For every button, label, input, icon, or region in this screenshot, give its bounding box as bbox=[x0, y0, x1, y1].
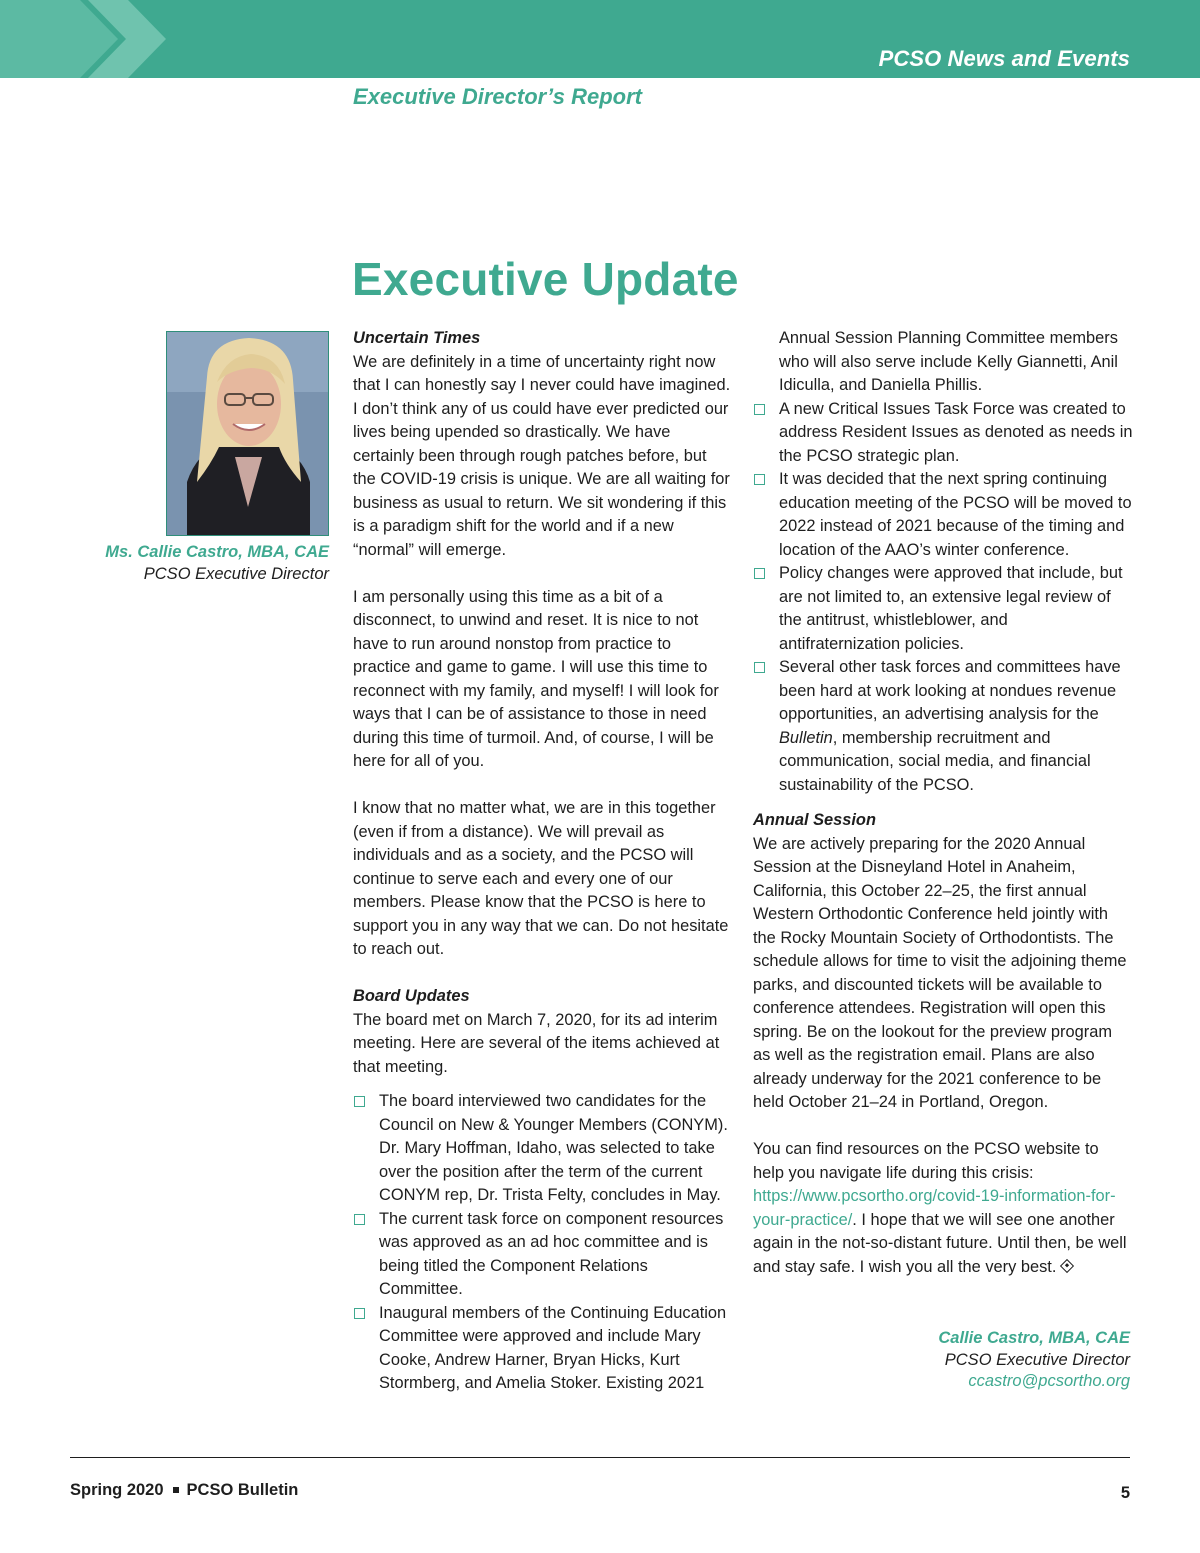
chevron-decoration-icon bbox=[0, 0, 230, 78]
checkbox-bullet-icon bbox=[754, 662, 765, 673]
signature-name: Callie Castro, MBA, CAE bbox=[938, 1329, 1130, 1347]
checkbox-bullet-icon bbox=[354, 1308, 365, 1319]
list-item bbox=[353, 1208, 731, 1302]
resources-text-before: You can find resources on the PCSO website to help you navigate life during this crisis: bbox=[753, 1140, 1099, 1182]
photo-caption bbox=[105, 541, 329, 585]
checkbox-bullet-icon bbox=[754, 404, 765, 415]
footer-publication-name: PCSO Bulletin bbox=[186, 1481, 299, 1499]
list-item-text: It was decided that the next spring continuing education meeting of the PCSO will be moved to 2022 instead of 2021 because of the timing and location of the AAO’s winter conference. bbox=[779, 470, 1132, 559]
list-item bbox=[353, 1302, 731, 1396]
caption-name: Ms. Callie Castro, MBA, CAE bbox=[105, 543, 329, 561]
publication-name: Bulletin bbox=[779, 728, 833, 747]
board-bullet-list-continued bbox=[753, 398, 1133, 798]
article-column-1 bbox=[353, 327, 731, 1396]
list-item-text-after: , membership recruitment and communication, social media, and financial sustainability of the PCSO. bbox=[779, 728, 1091, 794]
article-column-2 bbox=[753, 327, 1133, 1279]
subhead-annual-session: Annual Session bbox=[753, 811, 876, 829]
list-item-text: A new Critical Issues Task Force was created to address Resident Issues as denoted as needs in the PCSO strategic plan. bbox=[779, 399, 1133, 465]
report-label: Executive Director’s Report bbox=[353, 84, 642, 109]
square-bullet-icon bbox=[173, 1487, 179, 1493]
signature-email-link[interactable]: ccastro@pcsortho.org bbox=[968, 1372, 1130, 1390]
list-item bbox=[753, 468, 1133, 562]
checkbox-bullet-icon bbox=[354, 1096, 365, 1107]
footer-divider bbox=[70, 1457, 1130, 1458]
list-item-text-before: Several other task forces and committees have been hard at work looking at nondues revenue opportunities, an advertising analysis for the bbox=[779, 658, 1121, 723]
list-item bbox=[753, 562, 1133, 656]
paragraph: I am personally using this time as a bit of a disconnect, to unwind and reset. It is nice to not have to run around nonstop from practice to practice and game to game. I will use this time to reconnect with my family, and myself! I will look for ways that I can be of assistance to those in need during this time of turmoil. And, of course, I will be here for all of you. bbox=[353, 587, 719, 770]
paragraph-resources bbox=[753, 1138, 1133, 1279]
caption-role: PCSO Executive Director bbox=[143, 565, 329, 583]
section-label: PCSO News and Events bbox=[878, 46, 1130, 71]
list-item-text: The current task force on component resources was approved as an ad hoc committee and is being titled the Component Relations Committee. bbox=[379, 1209, 724, 1298]
signature-role: PCSO Executive Director bbox=[944, 1350, 1130, 1369]
list-item bbox=[353, 1090, 731, 1208]
list-item-continuation: Annual Session Planning Committee members who will also serve include Kelly Giannetti, Anil Idiculla, and Daniella Phillis. bbox=[779, 329, 1118, 394]
paragraph: We are definitely in a time of uncertainty right now that I can honestly say I never could have imagined. I don’t think any of us could have ever predicted our lives being upended so drastically. We have certainly been through rough patches before, but the COVID-19 crisis is unique. We are all waiting for business as usual to return. We sit wondering if this is a paradigm shift for the world and if a new “normal” will emerge. bbox=[353, 352, 731, 559]
list-item-text: Inaugural members of the Continuing Education Committee were approved and include Mary Cooke, Andrew Harner, Bryan Hicks, Kurt Stormberg, and Amelia Stoker. Existing 2021 bbox=[379, 1303, 727, 1392]
header-band bbox=[0, 0, 1200, 78]
page-number: 5 bbox=[1120, 1484, 1130, 1502]
resources-text-after: . I hope that we will see one another again in the not-so-distant future. Until then, be well and stay safe. I wish you all the very best. bbox=[753, 1210, 1127, 1276]
checkbox-bullet-icon bbox=[754, 474, 765, 485]
article-title: Executive Update bbox=[352, 253, 739, 305]
subhead-board-updates: Board Updates bbox=[353, 987, 470, 1005]
checkbox-bullet-icon bbox=[354, 1214, 365, 1225]
resources-link[interactable]: https://www.pcsortho.org/covid-19-information-for-your-practice/ bbox=[753, 1187, 1116, 1229]
list-item-text: Policy changes were approved that include, but are not limited to, an extensive legal review of the antitrust, whistleblower, and antifraternization policies. bbox=[779, 564, 1123, 653]
list-item-text: The board interviewed two candidates for the Council on New & Younger Members (CONYM). Dr. Mary Hoffman, Idaho, was selected to take over the position after the term of the current CONYM rep, Dr. Trista Felty, concludes in May. bbox=[379, 1092, 728, 1204]
subhead-uncertain-times: Uncertain Times bbox=[353, 329, 481, 347]
paragraph: The board met on March 7, 2020, for its ad interim meeting. Here are several of the items achieved at that meeting. bbox=[353, 1010, 720, 1076]
paragraph: We are actively preparing for the 2020 Annual Session at the Disneyland Hotel in Anaheim, California, this October 22–25, the first annual Western Orthodontic Conference held jointly with the Rocky Mountain Society of Orthodontists. The schedule allows for time to visit the adjoining theme parks, and discounted tickets will be available to conference attendees. Registration will open this spring. Be on the lookout for the preview program as well as the registration email. Plans are also already underway for the 2021 conference to be held October 21–24 in Portland, Oregon. bbox=[753, 834, 1127, 1111]
footer-publication bbox=[70, 1481, 298, 1500]
author-photo bbox=[166, 331, 329, 536]
signature bbox=[938, 1328, 1130, 1393]
list-item bbox=[753, 398, 1133, 469]
end-of-article-icon bbox=[1060, 1258, 1074, 1272]
checkbox-bullet-icon bbox=[754, 568, 765, 579]
list-item bbox=[753, 656, 1133, 797]
board-bullet-list bbox=[353, 1090, 731, 1396]
footer-season: Spring 2020 bbox=[70, 1481, 164, 1499]
paragraph: I know that no matter what, we are in this together (even if from a distance). We will prevail as individuals and as a society, and the PCSO will continue to serve each and every one of our members. Please know that the PCSO is here to support you in any way that we can. Do not hesitate to reach out. bbox=[353, 799, 729, 958]
